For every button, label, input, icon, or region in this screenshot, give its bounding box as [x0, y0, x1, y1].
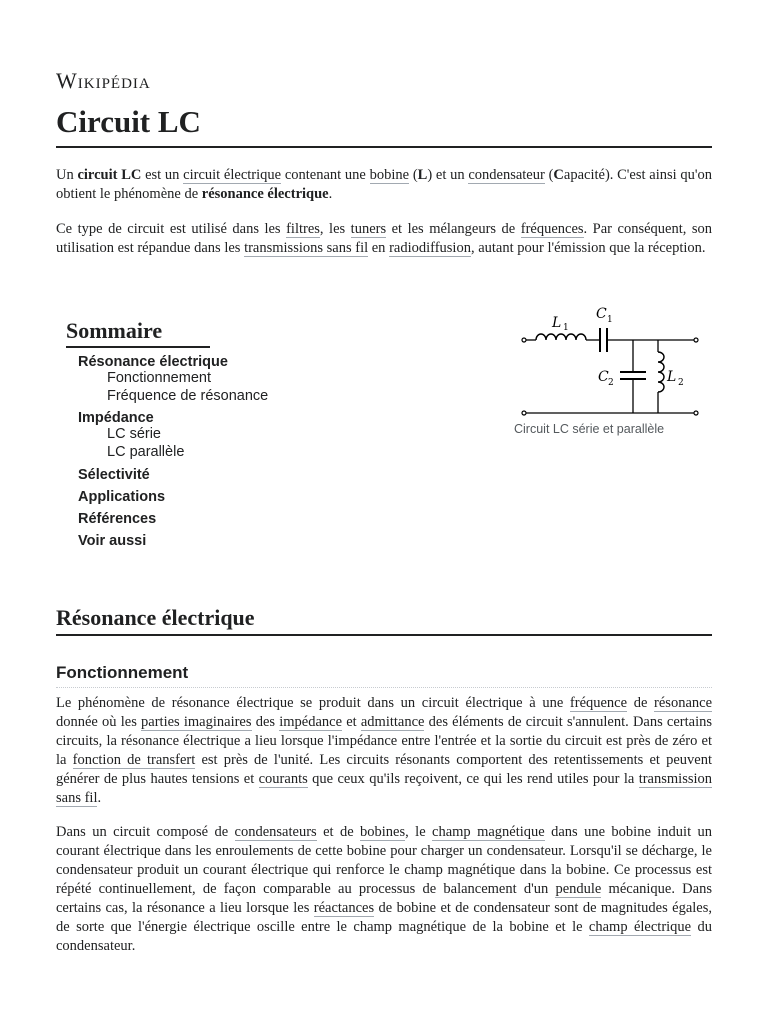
toc-item-fonctionnement[interactable]: Fonctionnement — [107, 370, 211, 386]
link-frequences[interactable]: fréquences — [520, 221, 584, 237]
link-bobines[interactable]: bobines — [360, 824, 406, 840]
link-bobine[interactable]: bobine — [369, 167, 410, 183]
toc-item-resonance-electrique[interactable]: Résonance électrique — [78, 354, 228, 370]
link-transmissions-sans-fil[interactable]: transmissions sans fil — [244, 240, 369, 256]
toc-item-impedance[interactable]: Impédance — [78, 410, 154, 426]
intro-paragraph-2: Ce type de circuit est utilisé dans les filtres, les tuners et les mélangeurs de fréquences. Par conséquent, son utilisation est répandue dans les transmissions sans fil en radiodiffusion, autant pour l'émission que la réception. — [56, 221, 713, 256]
label-C1-sub: 1 — [607, 315, 613, 325]
label-C2: C — [598, 369, 609, 385]
page-title: Circuit LC — [56, 102, 712, 148]
label-C1: C — [596, 306, 607, 322]
toc-item-references[interactable]: Références — [78, 511, 157, 527]
toc-item-frequence-de-resonance[interactable]: Fréquence de résonance — [107, 388, 269, 404]
subsection-heading-fonctionnement: Fonctionnement — [56, 662, 712, 688]
link-radiodiffusion[interactable]: radiodiffusion — [389, 240, 471, 256]
link-frequence[interactable]: fréquence — [569, 695, 628, 711]
label-C2-sub: 2 — [608, 378, 614, 388]
wikipedia-wordmark[interactable]: Wikipédia — [56, 68, 151, 93]
toc-item-selectivite[interactable]: Sélectivité — [78, 467, 150, 483]
toc-item-lc-parallele[interactable]: LC parallèle — [107, 444, 185, 460]
link-admittance[interactable]: admittance — [360, 714, 425, 730]
link-champ-electrique[interactable]: champ électrique — [588, 919, 692, 935]
label-L1-sub: 1 — [563, 323, 569, 333]
link-reactances[interactable]: réactances — [313, 900, 375, 916]
link-condensateur[interactable]: condensateur — [468, 167, 545, 183]
figure-caption: Circuit LC série et parallèle — [514, 422, 665, 436]
toc-item-applications[interactable]: Applications — [78, 489, 166, 505]
link-tuners[interactable]: tuners — [350, 221, 387, 237]
label-L2: L — [667, 369, 677, 385]
label-L2-sub: 2 — [678, 378, 684, 388]
toc-title: Sommaire — [66, 318, 210, 348]
toc-item-voir-aussi[interactable]: Voir aussi — [78, 533, 147, 549]
label-L1: L — [552, 315, 562, 331]
intro-paragraph-1: Un circuit LC est un circuit électrique contenant une bobine (L) et un condensateur (Capacité). C'est ainsi qu'on obtient le phénomène de résonance électrique. — [56, 167, 712, 202]
link-fonction-de-transfert[interactable]: fonction de transfert — [72, 752, 196, 768]
link-resonance[interactable]: résonance — [654, 695, 713, 711]
fonctionnement-paragraph-2: Dans un circuit composé de condensateurs et de bobines, le champ magnétique dans une bobine induit un courant électrique dans les enroulements de cette bobine pour charger un condensateur. Lorsqu'il se décharge, le condensateur produit un courant électrique qui renforce le champ magnétique dans la bobine. Ce processus est répété continuellement, de façon comparable au processus de balancement d'un pendule mécanique. Dans certains cas, la résonance a lieu lorsque les réactances de bobine et de condensateur sont de magnitudes égales, de sorte que l'énergie électrique oscille entre le champ magnétique de la bobine et le champ électrique du condensateur. — [56, 824, 713, 954]
link-pendule[interactable]: pendule — [555, 881, 602, 897]
lc-circuit-diagram[interactable] — [512, 300, 712, 420]
link-courants[interactable]: courants — [258, 771, 308, 787]
link-filtres[interactable]: filtres — [286, 221, 320, 237]
toc-item-lc-serie[interactable]: LC série — [107, 426, 161, 442]
link-parties-imaginaires[interactable]: parties imaginaires — [141, 714, 252, 730]
link-impedance[interactable]: impédance — [279, 714, 343, 730]
link-champ-magnetique[interactable]: champ magnétique — [432, 824, 545, 840]
section-heading-resonance-electrique: Résonance électrique — [56, 604, 712, 636]
link-condensateurs[interactable]: condensateurs — [234, 824, 317, 840]
link-transmission-sans-fil[interactable]: transmission sans fil — [56, 771, 713, 806]
table-of-contents — [66, 318, 396, 549]
fonctionnement-paragraph-1: Le phénomène de résonance électrique se produit dans un circuit électrique à une fréquence de résonance donnée où les parties imaginaires des impédance et admittance des éléments de circuit s'annulent. Dans certains circuits, la résonance électrique a lieu lorsque l'impédance entre l'entrée et la sortie du circuit est près de zéro et la fonction de transfert est près de l'unité. Les circuits résonants comportent des retentissements et peuvent générer de plus hautes tensions et courants que ceux qu'ils reçoivent, ce qui les rend utiles pour la transmission sans fil. — [56, 695, 713, 806]
link-circuit-electrique[interactable]: circuit électrique — [183, 167, 282, 183]
